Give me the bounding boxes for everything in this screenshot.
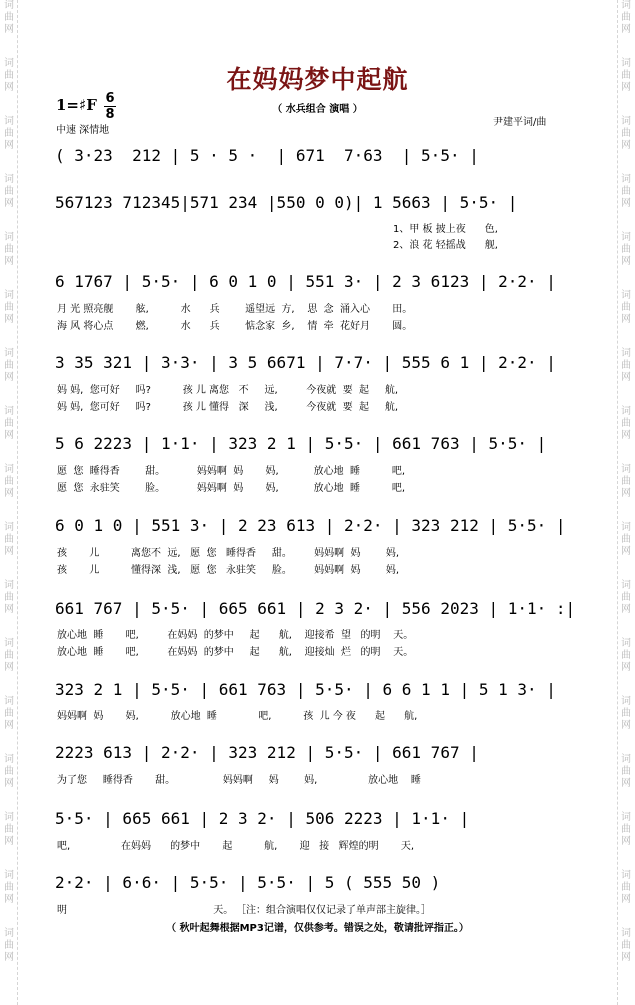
watermark-glyph: 词 <box>4 290 14 301</box>
watermark-glyph: 曲 <box>4 882 14 893</box>
transcription-note: ［注：组合演唱仅仅记录了单声部主旋律。］ <box>236 905 431 916</box>
watermark-glyph: 曲 <box>4 244 14 255</box>
left-margin-line <box>17 0 18 1005</box>
watermark-glyph: 词 <box>621 464 631 475</box>
watermark-glyph: 曲 <box>4 12 14 23</box>
notation-line: 6 0 1 0 | 551 3· | 2 23 613 | 2·2· | 323 212 | 5·5· | <box>55 516 566 535</box>
watermark-glyph: 曲 <box>621 302 631 313</box>
watermark-glyph: 词 <box>4 580 14 591</box>
watermark-glyph: 曲 <box>621 476 631 487</box>
watermark-glyph: 网 <box>4 546 14 557</box>
watermark-glyph: 词 <box>4 754 14 765</box>
watermark-glyph: 网 <box>4 82 14 93</box>
watermark-glyph: 网 <box>4 778 14 789</box>
watermark-glyph: 词 <box>4 0 14 11</box>
watermark-glyph: 网 <box>621 662 631 673</box>
watermark-glyph: 曲 <box>4 650 14 661</box>
score-row-1 <box>55 146 575 168</box>
score-row-8 <box>55 680 575 702</box>
watermark-glyph: 网 <box>4 952 14 963</box>
time-signature <box>104 92 116 121</box>
lyric-line: 孩 儿 离您不 远, 愿 您 睡得香 甜。 妈妈啊 妈 妈, <box>57 548 400 559</box>
watermark-glyph: 曲 <box>621 244 631 255</box>
watermark-glyph: 词 <box>4 174 14 185</box>
meter-top: 6 <box>105 91 115 106</box>
watermark-glyph: 曲 <box>621 940 631 951</box>
lyric-line: 1、甲 板 披上夜 色, <box>393 224 498 235</box>
watermark-glyph: 曲 <box>4 302 14 313</box>
notation-line: 5·5· | 665 661 | 2 3 2· | 506 2223 | 1·1· | <box>55 809 470 828</box>
watermark-glyph: 词 <box>621 580 631 591</box>
watermark-glyph: 网 <box>621 372 631 383</box>
watermark-glyph: 网 <box>4 662 14 673</box>
watermark-glyph: 词 <box>621 928 631 939</box>
watermark-glyph: 网 <box>4 256 14 267</box>
watermark-glyph: 曲 <box>4 592 14 603</box>
watermark-glyph: 曲 <box>621 882 631 893</box>
lyric-line: 妈 妈, 您可好 吗? 孩 儿 懂得 深 浅, 今夜就 要 起 航, <box>57 402 399 413</box>
watermark-glyph: 词 <box>4 522 14 533</box>
watermark-glyph: 曲 <box>621 824 631 835</box>
watermark-glyph: 曲 <box>621 418 631 429</box>
watermark-glyph: 词 <box>4 870 14 881</box>
watermark-glyph: 词 <box>4 406 14 417</box>
watermark-glyph: 曲 <box>621 766 631 777</box>
notation-line: 3 35 321 | 3·3· | 3 5 6671 | 7·7· | 555 6 1 | 2·2· | <box>55 353 556 372</box>
lyric-line: 愿 您 永驻笑 脸。 妈妈啊 妈 妈, 放心地 睡 吧, <box>57 483 406 494</box>
watermark-glyph: 网 <box>4 720 14 731</box>
watermark-glyph: 词 <box>4 812 14 823</box>
watermark-glyph: 网 <box>621 82 631 93</box>
lyric-line: 愿 您 睡得香 甜。 妈妈啊 妈 妈, 放心地 睡 吧, <box>57 466 406 477</box>
watermark-glyph: 网 <box>621 256 631 267</box>
watermark-glyph: 词 <box>621 290 631 301</box>
watermark-glyph: 网 <box>4 140 14 151</box>
lyric-line: 2、浪 花 轻摇战 舰, <box>393 240 498 251</box>
notation-line: 2223 613 | 2·2· | 323 212 | 5·5· | 661 767 | <box>55 743 479 762</box>
watermark-glyph: 词 <box>621 870 631 881</box>
watermark-glyph: 词 <box>4 232 14 243</box>
footer-disclaimer: （ 秋叶起舞根据MP3记谱，仅供参考。错误之处，敬请批评指正。） <box>166 923 469 934</box>
score-row-5 <box>55 434 575 456</box>
watermark-glyph: 网 <box>621 488 631 499</box>
key-signature: 1=♯F <box>56 96 97 114</box>
watermark-glyph: 网 <box>4 894 14 905</box>
score-row-6 <box>55 516 575 538</box>
right-watermark <box>619 0 633 1005</box>
watermark-glyph: 曲 <box>621 70 631 81</box>
tempo-marking: 中速 深情地 <box>56 125 110 136</box>
lyric-line: 明 天。 <box>57 905 234 916</box>
watermark-glyph: 曲 <box>4 534 14 545</box>
watermark-glyph: 词 <box>621 406 631 417</box>
watermark-glyph: 词 <box>4 116 14 127</box>
watermark-glyph: 曲 <box>4 824 14 835</box>
watermark-glyph: 词 <box>621 232 631 243</box>
watermark-glyph: 网 <box>621 314 631 325</box>
watermark-glyph: 曲 <box>4 766 14 777</box>
lyric-line: 妈妈啊 妈 妈, 放心地 睡 吧, 孩 儿 今 夜 起 航, <box>57 711 418 722</box>
watermark-glyph: 网 <box>621 720 631 731</box>
watermark-glyph: 词 <box>621 0 631 11</box>
watermark-glyph: 曲 <box>4 476 14 487</box>
watermark-glyph: 网 <box>4 198 14 209</box>
watermark-glyph: 曲 <box>4 186 14 197</box>
watermark-glyph: 词 <box>621 812 631 823</box>
right-margin-line <box>617 0 618 1005</box>
watermark-glyph: 网 <box>621 24 631 35</box>
watermark-glyph: 曲 <box>621 534 631 545</box>
watermark-glyph: 网 <box>4 836 14 847</box>
watermark-glyph: 网 <box>621 198 631 209</box>
watermark-glyph: 网 <box>4 314 14 325</box>
lyric-line: 妈 妈, 您可好 吗? 孩 儿 离您 不 远, 今夜就 要 起 航, <box>57 385 399 396</box>
score-row-2 <box>55 193 575 215</box>
watermark-glyph: 词 <box>621 58 631 69</box>
watermark-glyph: 词 <box>4 696 14 707</box>
watermark-glyph: 曲 <box>621 186 631 197</box>
score-row-10 <box>55 809 575 831</box>
lyric-line: 孩 儿 懂得深 浅, 愿 您 永驻笑 脸。 妈妈啊 妈 妈, <box>57 565 400 576</box>
watermark-glyph: 曲 <box>4 418 14 429</box>
watermark-glyph: 网 <box>621 140 631 151</box>
watermark-glyph: 曲 <box>4 360 14 371</box>
watermark-glyph: 词 <box>4 638 14 649</box>
score-row-4 <box>55 353 575 375</box>
song-title: 在妈妈梦中起航 <box>226 65 409 94</box>
lyric-line: 海 风 将心点 燃, 水 兵 惦念家 乡, 情 牵 花好月 圆。 <box>57 321 413 332</box>
watermark-glyph: 网 <box>4 430 14 441</box>
watermark-glyph: 网 <box>4 488 14 499</box>
watermark-glyph: 词 <box>4 58 14 69</box>
watermark-glyph: 网 <box>621 604 631 615</box>
score-row-3 <box>55 272 575 294</box>
watermark-glyph: 曲 <box>4 70 14 81</box>
watermark-glyph: 词 <box>4 464 14 475</box>
watermark-glyph: 网 <box>621 894 631 905</box>
watermark-glyph: 曲 <box>621 650 631 661</box>
watermark-glyph: 词 <box>621 522 631 533</box>
notation-line: 2·2· | 6·6· | 5·5· | 5·5· | 5 ( 555 50 ) <box>55 873 441 892</box>
watermark-glyph: 网 <box>621 952 631 963</box>
watermark-glyph: 曲 <box>4 940 14 951</box>
watermark-glyph: 词 <box>4 928 14 939</box>
lyric-line: 月 光 照亮舰 舷, 水 兵 遥望远 方, 思 念 涌入心 田。 <box>57 304 413 315</box>
watermark-glyph: 网 <box>4 372 14 383</box>
watermark-glyph: 曲 <box>4 128 14 139</box>
notation-line: ( 3·23 212 | 5 · 5 · | 671 7·63 | 5·5· | <box>55 146 479 165</box>
left-watermark <box>2 0 16 1005</box>
watermark-glyph: 词 <box>621 116 631 127</box>
watermark-glyph: 网 <box>4 24 14 35</box>
notation-line: 323 2 1 | 5·5· | 661 763 | 5·5· | 6 6 1 1 | 5 1 3· | <box>55 680 556 699</box>
notation-line: 567123 712345|571 234 |550 0 0)| 1 5663 | 5·5· | <box>55 193 518 212</box>
watermark-glyph: 网 <box>621 546 631 557</box>
watermark-glyph: 曲 <box>621 128 631 139</box>
watermark-glyph: 曲 <box>621 12 631 23</box>
score-row-11 <box>55 873 575 895</box>
watermark-glyph: 网 <box>4 604 14 615</box>
lyric-line: 吧, 在妈妈 的梦中 起 航, 迎 接 辉煌的明 天, <box>57 841 415 852</box>
author-credit: 尹建平词/曲 <box>493 117 547 128</box>
score-row-9 <box>55 743 575 765</box>
lyric-line: 放心地 睡 吧, 在妈妈 的梦中 起 航, 迎接希 望 的明 天。 <box>57 630 414 641</box>
singer-credit: （ 水兵组合 演唱 ） <box>272 104 363 115</box>
notation-line: 5 6 2223 | 1·1· | 323 2 1 | 5·5· | 661 763 | 5·5· | <box>55 434 547 453</box>
lyric-line: 为了您 睡得香 甜。 妈妈啊 妈 妈, 放心地 睡 <box>57 775 421 786</box>
watermark-glyph: 词 <box>4 348 14 359</box>
notation-line: 6 1767 | 5·5· | 6 0 1 0 | 551 3· | 2 3 6123 | 2·2· | <box>55 272 556 291</box>
score-row-7 <box>55 599 575 621</box>
watermark-glyph: 词 <box>621 174 631 185</box>
watermark-glyph: 曲 <box>4 708 14 719</box>
watermark-glyph: 曲 <box>621 708 631 719</box>
meter-bottom: 8 <box>105 107 115 122</box>
watermark-glyph: 曲 <box>621 592 631 603</box>
watermark-glyph: 曲 <box>621 360 631 371</box>
watermark-glyph: 词 <box>621 638 631 649</box>
notation-line: 661 767 | 5·5· | 665 661 | 2 3 2· | 556 2023 | 1·1· :| <box>55 599 576 618</box>
watermark-glyph: 网 <box>621 430 631 441</box>
watermark-glyph: 词 <box>621 754 631 765</box>
watermark-glyph: 网 <box>621 778 631 789</box>
lyric-line: 放心地 睡 吧, 在妈妈 的梦中 起 航, 迎接灿 烂 的明 天。 <box>57 647 414 658</box>
watermark-glyph: 网 <box>621 836 631 847</box>
watermark-glyph: 词 <box>621 348 631 359</box>
watermark-glyph: 词 <box>621 696 631 707</box>
